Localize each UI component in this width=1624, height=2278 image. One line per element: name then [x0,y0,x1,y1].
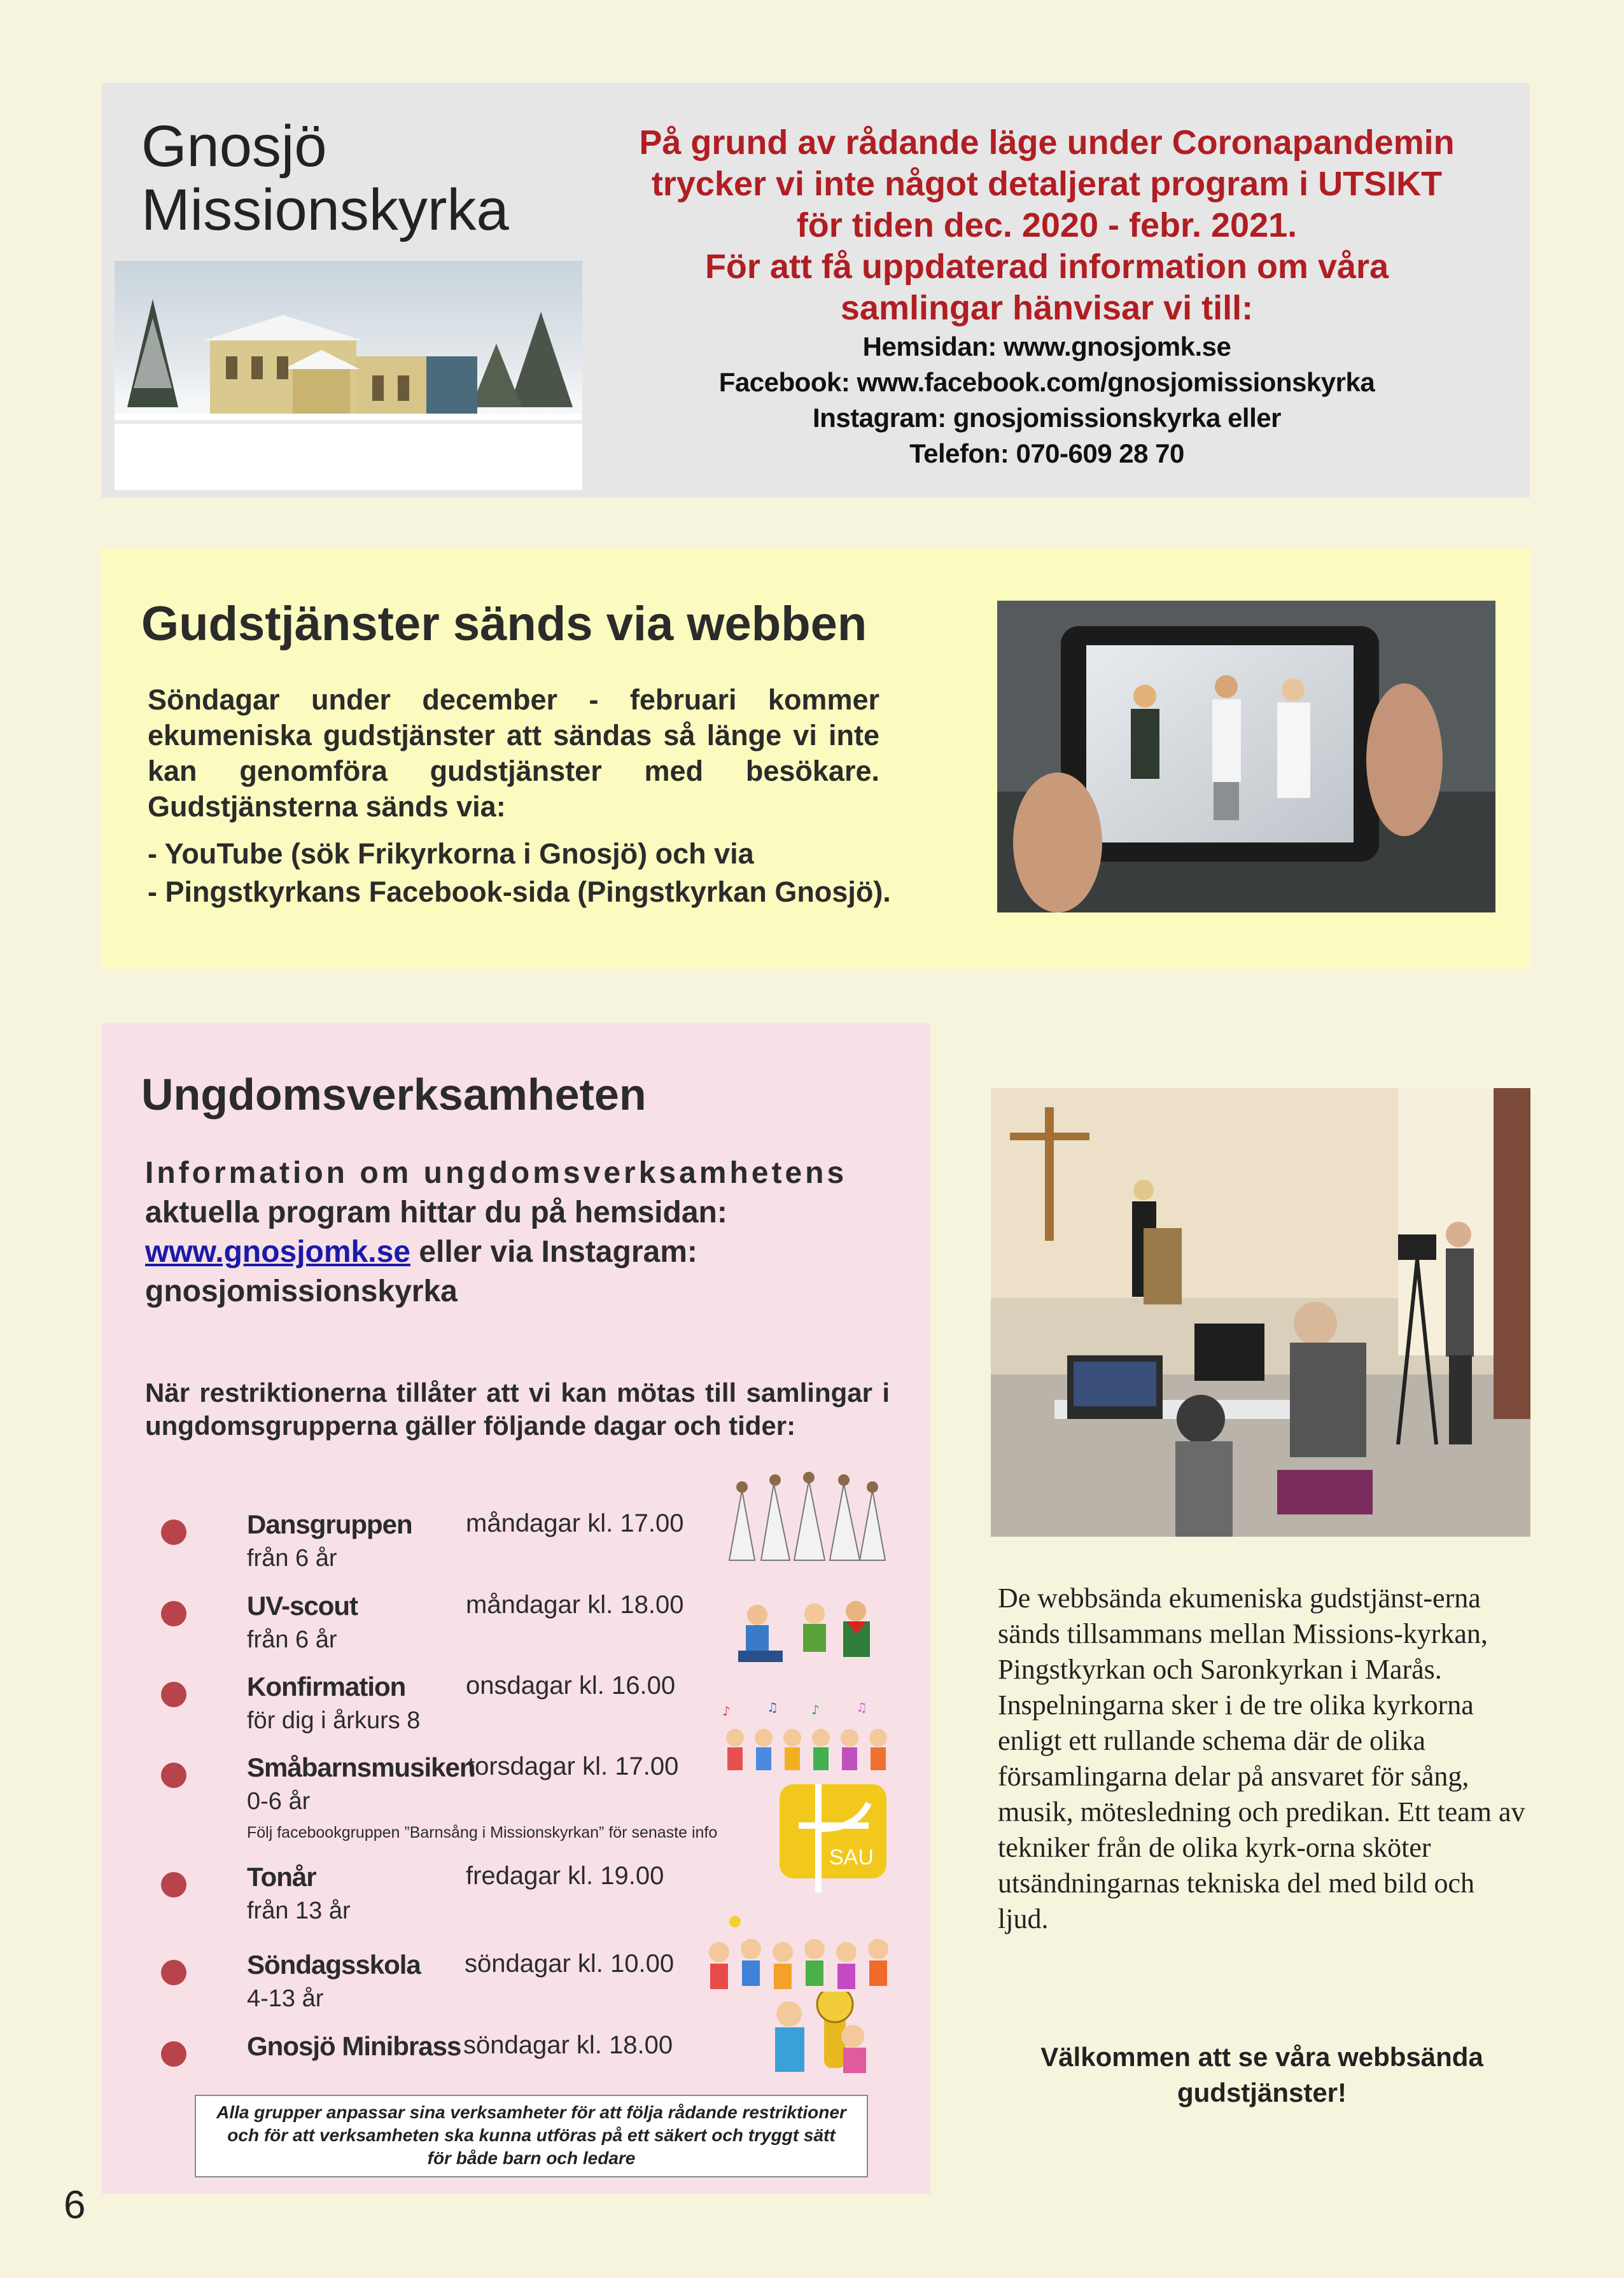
covid-notice [585,122,1508,472]
welcome-text: Välkommen att se våra webbsända gudstjänster! [1040,2042,1483,2107]
group-time: onsdagar kl. 16.00 [466,1672,676,1700]
sau-logo [780,1784,886,1892]
web-services-title: Gudstjänster sänds via webben [141,597,867,651]
group-name: Tonår [247,1862,316,1892]
notice-line: för tiden dec. 2020 - febr. 2021. [796,206,1298,244]
group-note: Följ facebookgruppen ”Barnsång i Missionskyrkan” för senaste info [247,1824,718,1841]
list-item: - YouTube (sök Frikyrkorna i Gnosjö) och via [148,837,754,870]
restrictions-text: När restriktionerna tillåter att vi kan mötas till samlingar i ungdomsgrupperna gäller följande dagar och tider: [145,1378,890,1441]
sau-logo-text: SAU [829,1845,874,1869]
group-name: Småbarnsmusiken [247,1752,475,1782]
group-time: fredagar kl. 19.00 [466,1862,664,1890]
bullet-icon [161,1872,186,1897]
svg-text:♪: ♪ [811,1703,820,1717]
contact-phone: Telefon: 070-609 28 70 [909,438,1184,468]
contact-instagram: Instagram: gnosjomissionskyrka eller [813,403,1281,433]
group-time: måndagar kl. 18.00 [466,1591,684,1619]
bullet-icon [161,1520,186,1545]
notice-line: På grund av rådande läge under Coronapandemin [639,123,1455,162]
brass-illustration [764,1992,878,2078]
group-time: måndagar kl. 17.00 [466,1509,684,1537]
web-services-list [148,835,891,911]
singing-kids-illustration [716,1703,894,1779]
recording-church-photo [991,1088,1530,1537]
page-number: 6 [64,2183,86,2227]
contact-website: Hemsidan: www.gnosjomk.se [862,332,1231,361]
group-name: Söndagsskola [247,1950,421,1980]
header-box [102,83,1530,498]
group-age: 4-13 år [247,1985,324,2012]
contact-facebook: Facebook: www.facebook.com/gnosjomissionskyrka [718,367,1375,397]
church-name: Gnosjö Missionskyrka [141,114,509,242]
youth-title: Ungdomsverksamheten [141,1070,647,1119]
group-name: Dansgruppen [247,1509,412,1539]
bullet-icon [161,1763,186,1788]
web-services-box [102,549,1530,968]
svg-text:♫: ♫ [767,1703,778,1715]
description-text: De webbsända ekumeniska gudstjänst-erna sänds tillsammans mellan Missions-kyrkan, Pingstkyrkan och Saronkyrkan i Marås. Inspelningarna sker i de tre olika kyrkorna enligt ett rullande schema där de olika församlingarna delar på ansvaret för sång, musik, mötesledning och predikan. Ett team av tekniker från de olika kyrk-orna sköter utsändningarnas tekniska del med bild och ljud. [998,1583,1525,1934]
group-time: söndagar kl. 10.00 [465,1950,675,1978]
svg-text:♪: ♪ [722,1703,731,1719]
dancers-illustration [723,1465,890,1567]
church-winter-photo [115,261,582,490]
group-age: för dig i årkurs 8 [247,1707,421,1734]
tablet-stream-photo [997,601,1495,912]
svg-text:♫: ♫ [856,1703,867,1715]
notice-line: trycker vi inte något detaljerat program i UTSIKT [651,165,1443,203]
list-item: - Pingstkyrkans Facebook-sida (Pingstkyrkan Gnosjö). [148,876,891,908]
group-time: torsdagar kl. 17.00 [468,1752,679,1780]
group-age: 0-6 år [247,1788,311,1815]
bullet-icon [161,1960,186,1985]
notice-line: För att få uppdaterad information om våra [704,248,1389,286]
group-name: UV-scout [247,1591,358,1621]
bullet-icon [161,1601,186,1626]
youth-box [102,1023,930,2194]
scouts-illustration [725,1596,885,1672]
bullet-icon [161,1682,186,1707]
group-name: Gnosjö Minibrass [247,2031,461,2061]
restrictions-note: Alla grupper anpassar sina verksamheter för att följa rådande restriktioner och för att verksamheten ska kunna utföras på ett säkert och tryggt sätt för både barn och ledare [195,2095,868,2177]
group-age: från 13 år [247,1897,351,1924]
group-name: Konfirmation [247,1672,406,1702]
youth-info: Information om ungdomsverksamhetens aktuella program hittar du på hemsidan: www.gnosjomk.se eller via Instagram: gnosjomissionskyrka [145,1156,848,1308]
website-link[interactable]: www.gnosjomk.se [145,1235,410,1269]
web-services-text: Söndagar under december - februari kommer ekumeniska gudstjänster att sändas så länge vi inte kan genomföra gudstjänster med besökare. Gudstjänsterna sänds via: [148,683,879,823]
bullet-icon [161,2041,186,2067]
kids-illustration [703,1914,894,2003]
group-age: från 6 år [247,1626,337,1653]
group-age: från 6 år [247,1545,337,1572]
notice-line: samlingar hänvisar vi till: [840,289,1254,327]
group-time: söndagar kl. 18.00 [463,2031,673,2059]
